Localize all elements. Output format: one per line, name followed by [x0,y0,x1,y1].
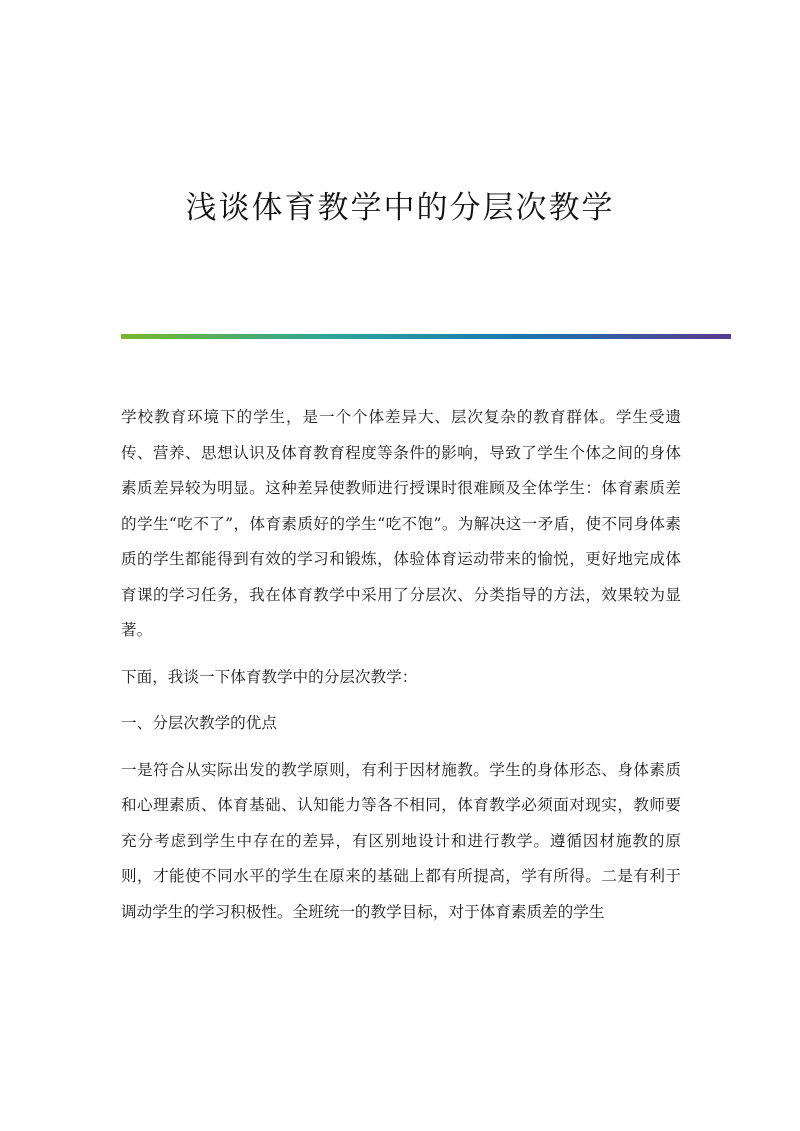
paragraph-lead-in: 下面，我谈一下体育教学中的分层次教学： [121,667,418,686]
paragraph-intro: 学校教育环境下的学生，是一个个体差异大、层次复杂的教育群体。学生受遗传、营养、思想认识及体育教育程度等条件的影响，导致了学生个体之间的身体素质差异较为明显。这种差异使教师进行授课时很难顾及全体学生：体育素质差的学生“吃不了”，体育素质好的学生“吃不饱”。为解决这一矛盾，使不同身体素质的学生都能得到有效的学习和锻炼，体验体育运动带来的愉悦，更好地完成体育课的学习任务，我在体育教学中采用了分层次、分类指导的方法，效果较为显著。 [121,408,681,639]
body-text [121,400,681,941]
section-heading: 一、分层次教学的优点 [121,714,277,732]
paragraph-advantages: 一是符合从实际出发的教学原则，有利于因材施教。学生的身体形态、身体素质和心理素质、体育基础、认知能力等各不相同，体育教学必须面对现实，教师要充分考虑到学生中存在的差异，有区别地设计和进行教学。遵循因材施教的原则，才能使不同水平的学生在原来的基础上都有所提高，学有所得。二是有利于调动学生的学习积极性。全班统一的教学目标，对于体育素质差的学生 [121,760,681,921]
page-title: 浅谈体育教学中的分层次教学 [185,190,615,226]
title-divider [121,334,731,339]
